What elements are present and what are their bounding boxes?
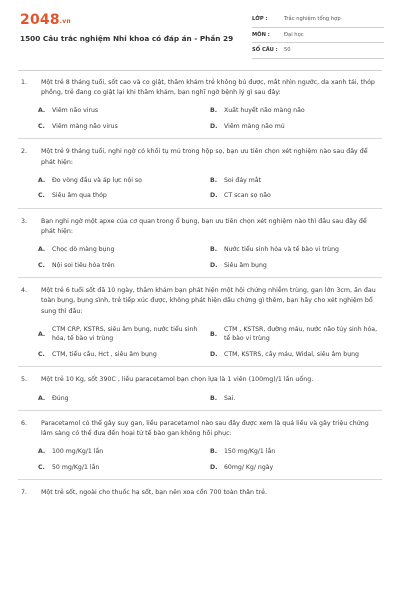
option-letter: B.	[210, 394, 218, 402]
question-text	[18, 419, 382, 439]
option-c[interactable]	[38, 350, 210, 360]
option-text: Nước tiểu sinh hóa và tế bào vi trùng	[224, 246, 339, 254]
document-title: 1500 Câu trắc nghiệm Nhi khoa có đáp án - Phần 29	[20, 34, 234, 43]
option-d[interactable]	[210, 261, 382, 271]
option-grid	[18, 106, 382, 131]
option-letter: C.	[38, 463, 45, 471]
option-text: 150 mg/Kg/1 lần	[224, 448, 276, 456]
option-letter: A.	[38, 394, 46, 402]
option-a[interactable]	[38, 447, 210, 457]
option-letter: C.	[38, 122, 45, 130]
question-text	[18, 286, 382, 317]
question-4	[18, 286, 382, 367]
question-list	[18, 78, 382, 514]
option-text: Đo vòng đầu và áp lực nội sọ	[52, 176, 142, 184]
option-a[interactable]	[38, 325, 210, 344]
site-logo[interactable]	[20, 12, 71, 28]
option-letter: D.	[210, 192, 218, 200]
option-b[interactable]	[210, 447, 382, 457]
option-text: Đúng	[52, 394, 69, 402]
option-letter: B.	[210, 330, 218, 338]
question-5	[18, 375, 382, 411]
option-b[interactable]	[210, 325, 382, 344]
meta-label: LỚP :	[252, 16, 268, 23]
option-letter: A.	[38, 448, 46, 456]
logo-suffix: .vn	[59, 18, 71, 25]
option-b[interactable]	[210, 106, 382, 116]
option-letter: B.	[210, 176, 218, 184]
option-c[interactable]	[38, 122, 210, 132]
option-letter: B.	[210, 448, 218, 456]
option-c[interactable]	[38, 463, 210, 473]
option-letter: D.	[210, 122, 218, 130]
question-number: 3.	[21, 217, 28, 225]
option-text: Sai.	[224, 394, 236, 402]
option-text: Siêu âm bụng	[224, 261, 267, 269]
question-number: 1.	[21, 79, 28, 86]
meta-label: MÔN :	[252, 31, 270, 38]
option-text: Siêu âm qua thóp	[52, 192, 107, 200]
question-6	[18, 419, 382, 480]
question-number: 7.	[21, 489, 28, 497]
option-text: CTM, KSTRS, cấy máu, Widal, siêu âm bụng	[224, 350, 359, 358]
meta-table	[252, 12, 384, 59]
question-body: Một trẻ sốt, ngoài cho thuốc hạ sốt, bạn nên xoa cồn 700 toàn thân trẻ.	[41, 489, 267, 497]
option-text: Xuất huyết não màng não	[224, 107, 305, 115]
option-letter: A.	[38, 176, 46, 184]
question-body: Một trẻ 8 tháng tuổi, sốt cao và co giật, thăm khám trẻ không bú được, mắt nhìn ngước, da xanh tái, thóp phồng, trẻ đang co giật lại khi thăm khám, bạn nghĩ ngờ bệnh lý gì sau đây:	[41, 79, 375, 97]
option-letter: A.	[38, 107, 46, 115]
option-c[interactable]	[38, 191, 210, 201]
option-grid	[18, 245, 382, 270]
option-a[interactable]	[38, 176, 210, 186]
option-d[interactable]	[210, 463, 382, 473]
question-text	[18, 147, 382, 167]
option-text: CT scan sọ não	[224, 192, 271, 200]
option-letter: B.	[210, 107, 218, 115]
option-letter: D.	[210, 350, 218, 358]
option-d[interactable]	[210, 191, 382, 201]
document-header	[0, 0, 400, 68]
question-number: 6.	[21, 420, 28, 428]
option-text: Viêm màng não mủ	[224, 122, 285, 130]
option-a[interactable]	[38, 106, 210, 116]
question-body: Paracetamol có thể gây suy gan, liều paracetamol nào sau đây được xem là quá liều và gây triệu chứng lâm sàng có thể đưa đến hoại tử tế bào gan không hồi phục:	[41, 420, 369, 438]
option-grid	[18, 394, 382, 404]
option-text: CTM, tiểu cầu, Hct , siêu âm bụng	[52, 350, 157, 358]
option-a[interactable]	[38, 245, 210, 255]
option-grid	[18, 447, 382, 472]
option-b[interactable]	[210, 245, 382, 255]
question-text	[18, 488, 382, 498]
question-body: Một trẻ 6 tuổi sốt đã 10 ngày, thăm khám bạn phát hiện một hội chứng nhiễm trùng, gan lớn 3cm, ấn đau toàn bụng, bụng sình, trẻ tiếp xúc được, không phát hiện dấu chứng gì thêm, bạn hãy cho xét nghiệm bổ sung thì đầu:	[41, 287, 376, 315]
question-number: 4.	[21, 287, 28, 295]
meta-row-count	[252, 43, 384, 59]
option-text: CTM CRP, KSTRS, siêu âm bụng, nước tiểu sinh hóa, tế bào vi trùng	[52, 325, 198, 343]
option-letter: A.	[38, 246, 46, 254]
header-divider	[18, 70, 382, 71]
question-2	[18, 147, 382, 208]
logo-text: 2048	[20, 12, 60, 28]
option-b[interactable]	[210, 176, 382, 186]
option-letter: C.	[38, 192, 45, 200]
meta-value: Trắc nghiệm tổng hợp	[284, 16, 341, 23]
option-b[interactable]	[210, 394, 382, 404]
option-letter: A.	[38, 330, 46, 338]
question-body: Một trẻ 10 Kg, sốt 390C , liều paracetamol bạn chọn lựa là 1 viên (100mg)/1 lần uống.	[41, 376, 314, 384]
option-letter: B.	[210, 246, 218, 254]
option-d[interactable]	[210, 350, 382, 360]
meta-value: Đại học	[284, 31, 304, 38]
option-c[interactable]	[38, 261, 210, 271]
question-number: 5.	[21, 376, 28, 384]
option-grid	[18, 325, 382, 360]
option-letter: C.	[38, 350, 45, 358]
question-text	[18, 217, 382, 237]
option-letter: C.	[38, 261, 45, 269]
question-number: 2.	[21, 148, 28, 156]
question-text	[18, 78, 382, 98]
option-letter: D.	[210, 463, 218, 471]
question-3	[18, 217, 382, 278]
option-text: Chọc dò màng bụng	[52, 246, 115, 254]
question-body: Một trẻ 9 tháng tuổi, nghi ngờ có khối tụ mủ trong hộp sọ, bạn ưu tiên chọn xét nghiệm nào sau đây để phát hiện:	[41, 148, 368, 166]
option-text: 100 mg/Kg/1 lần	[52, 448, 104, 456]
question-7	[18, 488, 382, 505]
meta-row-subject	[252, 28, 384, 44]
option-text: 60mg/ Kg/ ngày	[224, 463, 274, 471]
option-text: Viêm não virus	[52, 107, 99, 115]
option-text: 50 mg/Kg/1 lần	[52, 463, 100, 471]
option-d[interactable]	[210, 122, 382, 132]
option-a[interactable]	[38, 394, 210, 404]
question-text	[18, 375, 382, 385]
meta-label: SỐ CÂU :	[252, 47, 278, 54]
question-1	[18, 78, 382, 139]
option-text: Nội soi tiêu hóa trên	[52, 261, 115, 269]
question-body: Bạn nghi ngờ một apxe của cơ quan trong ổ bụng, bạn ưu tiên chọn xét nghiệm nào thì đầu sau đây để phát hiện:	[41, 217, 367, 236]
meta-row-class	[252, 12, 384, 28]
meta-value: 50	[284, 47, 291, 54]
option-text: CTM , KSTSR, đường máu, nước não tủy sinh hóa, tế bào vi trùng	[224, 325, 378, 343]
option-text: Viêm màng não virus	[52, 122, 118, 130]
option-text: Soi đáy mắt	[224, 176, 261, 184]
option-letter: D.	[210, 261, 218, 269]
option-grid	[18, 176, 382, 201]
